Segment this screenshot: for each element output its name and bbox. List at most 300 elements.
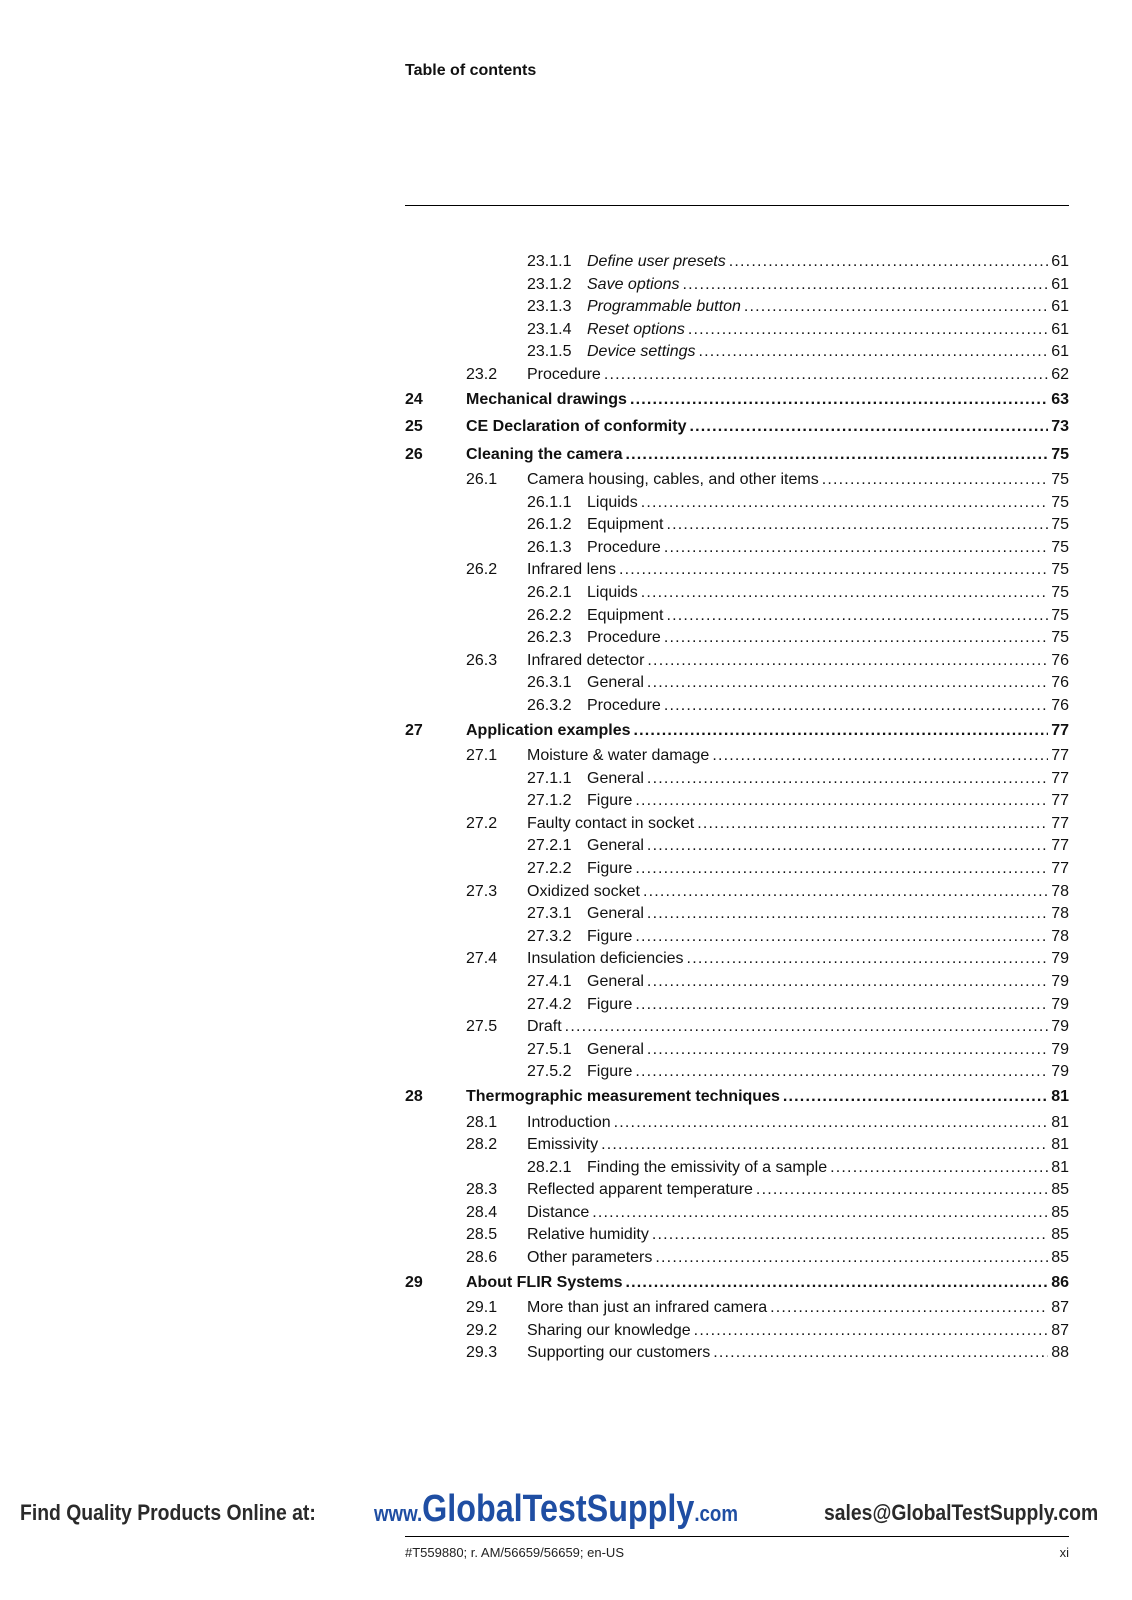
toc-entry-number: 27.4 (466, 950, 498, 968)
toc-entry-number: 26.3 (466, 651, 498, 669)
toc-entry-number: 27.1.1 (527, 769, 572, 787)
toc-entry-number: 24 (405, 390, 423, 408)
toc-entry-page: 88 (1051, 1344, 1069, 1362)
toc-entry-title: Figure (587, 927, 633, 945)
toc-dot-leader (601, 1134, 1048, 1157)
toc-entry-title: Figure (587, 792, 633, 810)
toc-entry-title: General (587, 1040, 644, 1058)
toc-entry-title: Figure (587, 860, 633, 878)
toc-entry-line (466, 1084, 1069, 1111)
toc-entry[interactable] (405, 514, 1069, 537)
toc-entry[interactable] (405, 1039, 1069, 1062)
toc-entry-page: 85 (1051, 1226, 1069, 1244)
toc-entry-page: 61 (1051, 275, 1069, 293)
header-divider (405, 205, 1069, 206)
toc-entry[interactable] (405, 948, 1069, 971)
toc-entry-page: 78 (1051, 927, 1069, 945)
toc-entry-line (527, 813, 1069, 836)
toc-entry-number: 27.3.2 (527, 927, 572, 945)
toc-entry-page: 76 (1051, 674, 1069, 692)
toc-entry-page: 81 (1051, 1158, 1069, 1176)
toc-entry-number: 26.1.1 (527, 493, 572, 511)
toc-entry-page: 76 (1051, 651, 1069, 669)
toc-entry[interactable] (405, 1320, 1069, 1343)
toc-entry[interactable] (405, 718, 1069, 746)
toc-entry-number: 23.1.2 (527, 275, 572, 293)
toc-entry-line (466, 387, 1069, 414)
toc-entry-title: Define user presets (587, 253, 726, 270)
toc-entry[interactable] (405, 274, 1069, 297)
toc-entry-line (587, 537, 1069, 560)
toc-entry[interactable] (405, 926, 1069, 949)
toc-entry-number: 26 (405, 445, 423, 463)
toc-entry[interactable] (405, 414, 1069, 442)
toc-entry-line (587, 582, 1069, 605)
toc-dot-leader (688, 319, 1048, 342)
toc-entry[interactable] (405, 364, 1069, 387)
toc-dot-leader (641, 492, 1049, 515)
toc-dot-leader (744, 296, 1048, 319)
toc-dot-leader (647, 650, 1048, 673)
toc-entry-number: 28.2 (466, 1136, 498, 1154)
toc-dot-leader (619, 559, 1048, 582)
toc-dot-leader (697, 813, 1048, 836)
toc-entry-title: Procedure (587, 538, 661, 556)
toc-dot-leader (830, 1157, 1048, 1180)
toc-entry-number: 27 (405, 721, 423, 739)
toc-entry-number: 27.2.2 (527, 860, 572, 878)
toc-entry[interactable] (405, 1112, 1069, 1135)
toc-entry-title: Equipment (587, 516, 664, 534)
toc-dot-leader (713, 1342, 1048, 1365)
toc-entry-title: General (587, 905, 644, 923)
toc-entry-page: 77 (1051, 721, 1069, 739)
toc-entry[interactable] (405, 469, 1069, 492)
toc-dot-leader (667, 514, 1049, 537)
toc-entry-title: Infrared detector (527, 651, 645, 669)
toc-dot-leader (729, 251, 1048, 274)
toc-entry-line (587, 1157, 1069, 1180)
toc-entry-number: 26.2.1 (527, 584, 572, 602)
toc-entry[interactable] (405, 1202, 1069, 1225)
toc-entry-line (466, 1270, 1069, 1297)
toc-entry-page: 77 (1051, 769, 1069, 787)
toc-entry-line (527, 469, 1069, 492)
toc-entry-number: 27.2 (466, 814, 498, 832)
toc-entry-line (587, 768, 1069, 791)
toc-dot-leader (643, 881, 1048, 904)
toc-entry-title: Programmable button (587, 298, 741, 316)
toc-entry-title: General (587, 837, 644, 855)
toc-entry-title: Procedure (587, 629, 661, 647)
toc-entry-page: 75 (1051, 538, 1069, 556)
toc-entry-title: Figure (587, 995, 633, 1013)
toc-entry-line (587, 341, 1069, 364)
toc-entry-line (466, 414, 1069, 441)
toc-entry[interactable] (405, 442, 1069, 470)
toc-entry-title: Draft (527, 1018, 562, 1036)
toc-entry-line (587, 971, 1069, 994)
toc-entry[interactable] (405, 858, 1069, 881)
toc-entry[interactable] (405, 537, 1069, 560)
toc-entry-number: 27.2.1 (527, 837, 572, 855)
toc-entry-title: Supporting our customers (527, 1344, 711, 1362)
toc-entry-line (587, 605, 1069, 628)
toc-entry-line (587, 296, 1069, 319)
toc-entry-page: 79 (1051, 950, 1069, 968)
toc-dot-leader (635, 1061, 1048, 1084)
toc-entry-page: 81 (1051, 1136, 1069, 1154)
toc-entry[interactable] (405, 1342, 1069, 1365)
toc-entry-page: 85 (1051, 1203, 1069, 1221)
toc-entry[interactable] (405, 1061, 1069, 1084)
toc-dot-leader (652, 1224, 1048, 1247)
toc-entry[interactable] (405, 1157, 1069, 1180)
promo-url-prefix: www. (374, 1501, 423, 1526)
toc-entry-title: Finding the emissivity of a sample (587, 1158, 828, 1176)
toc-entry[interactable] (405, 835, 1069, 858)
toc-entry[interactable] (405, 319, 1069, 342)
toc-entry-title: Mechanical drawings (466, 390, 627, 408)
toc-entry-page: 76 (1051, 697, 1069, 714)
toc-dot-leader (625, 1270, 1048, 1297)
toc-entry[interactable] (405, 903, 1069, 926)
toc-entry-number: 27.3 (466, 882, 498, 900)
toc-dot-leader (783, 1084, 1048, 1111)
toc-entry-title: Distance (527, 1203, 590, 1221)
document-reference: #T559880; r. AM/56659/56659; en-US (405, 1545, 624, 1560)
toc-entry[interactable] (405, 582, 1069, 605)
toc-entry-number: 27.1.2 (527, 792, 572, 810)
toc-entry-title: Introduction (527, 1113, 611, 1131)
toc-entry[interactable] (405, 1247, 1069, 1270)
toc-entry-page: 75 (1051, 606, 1069, 624)
toc-dot-leader (664, 537, 1048, 560)
toc-dot-leader (635, 926, 1048, 949)
toc-dot-leader (635, 994, 1048, 1017)
toc-dot-leader (604, 364, 1048, 387)
toc-entry-line (587, 627, 1069, 650)
toc-entry[interactable] (405, 1179, 1069, 1202)
toc-entry-page: 75 (1051, 561, 1069, 579)
toc-entry-number: 26.3.2 (527, 697, 572, 714)
toc-entry-line (527, 650, 1069, 673)
toc-dot-leader (664, 627, 1048, 650)
toc-entry-page: 77 (1051, 837, 1069, 855)
toc-entry-line (527, 1297, 1069, 1320)
toc-entry-page: 61 (1051, 320, 1069, 338)
toc-entry-title: Camera housing, cables, and other items (527, 471, 819, 489)
toc-entry-number: 23.1.5 (527, 343, 572, 361)
toc-entry[interactable] (405, 296, 1069, 319)
toc-entry[interactable] (405, 1016, 1069, 1039)
toc-entry[interactable] (405, 1297, 1069, 1320)
toc-entry-page: 78 (1051, 905, 1069, 923)
toc-entry-line (587, 1039, 1069, 1062)
toc-entry[interactable] (405, 492, 1069, 515)
toc-entry-line (587, 858, 1069, 881)
toc-entry-page: 77 (1051, 792, 1069, 810)
toc-entry-title: Save options (587, 275, 680, 293)
toc-entry-title: Reset options (587, 320, 685, 338)
toc-entry-number: 26.1 (466, 471, 498, 489)
toc-entry-page: 85 (1051, 1249, 1069, 1267)
toc-entry-line (587, 926, 1069, 949)
toc-entry[interactable] (405, 672, 1069, 695)
toc-entry-title: Figure (587, 1063, 633, 1081)
toc-entry-number: 27.3.1 (527, 905, 572, 923)
toc-dot-leader (664, 695, 1048, 718)
toc-dot-leader (647, 903, 1048, 926)
toc-entry-line (527, 364, 1069, 387)
toc-entry-title: Procedure (527, 365, 601, 383)
toc-entry-title: Faulty contact in socket (527, 814, 695, 832)
toc-entry-number: 28.6 (466, 1249, 498, 1267)
toc-entry[interactable] (405, 1270, 1069, 1298)
toc-entry[interactable] (405, 790, 1069, 813)
toc-entry[interactable] (405, 695, 1069, 718)
toc-entry-number: 26.2 (466, 561, 498, 579)
toc-entry-line (527, 881, 1069, 904)
toc-entry-title: About FLIR Systems (466, 1273, 623, 1291)
toc-entry-line (466, 718, 1069, 745)
promo-text: Find Quality Products Online at: (20, 1500, 316, 1525)
toc-entry-page: 81 (1051, 1088, 1069, 1105)
toc-entry-title: Sharing our knowledge (527, 1321, 691, 1339)
toc-entry-page: 75 (1051, 471, 1069, 489)
toc-entry[interactable] (405, 1084, 1069, 1112)
toc-entry-line (587, 274, 1069, 297)
toc-entry-page: 79 (1051, 973, 1069, 991)
toc-entry-title: Insulation deficiencies (527, 950, 684, 968)
toc-dot-leader (655, 1247, 1048, 1270)
toc-entry[interactable] (405, 341, 1069, 364)
page-number: xi (1059, 1545, 1069, 1560)
toc-dot-leader (694, 1320, 1049, 1343)
toc-entry-number: 23.1.3 (527, 298, 572, 316)
toc-entry-title: Equipment (587, 606, 664, 624)
toc-entry-line (587, 672, 1069, 695)
toc-entry-line (527, 1342, 1069, 1365)
toc-entry-number: 26.1.2 (527, 516, 572, 534)
toc-entry[interactable] (405, 813, 1069, 836)
toc-entry-title: Infrared lens (527, 561, 616, 579)
toc-dot-leader (756, 1179, 1048, 1202)
toc-entry-page: 86 (1051, 1273, 1069, 1291)
page-title: Table of contents (405, 62, 537, 79)
toc-entry-title: Procedure (587, 697, 661, 714)
toc-dot-leader (712, 745, 1048, 768)
toc-entry-page: 75 (1051, 445, 1069, 463)
toc-entry-line (587, 492, 1069, 515)
promo-url-link[interactable] (374, 1488, 738, 1531)
toc-entry[interactable] (405, 251, 1069, 274)
toc-entry-page: 79 (1051, 1040, 1069, 1058)
toc-entry-line (587, 514, 1069, 537)
toc-entry-number: 28 (405, 1088, 423, 1105)
toc-entry-number: 29.1 (466, 1299, 498, 1317)
toc-entry[interactable] (405, 650, 1069, 673)
toc-dot-leader (614, 1112, 1049, 1135)
toc-entry[interactable] (405, 1224, 1069, 1247)
toc-entry-line (527, 1016, 1069, 1039)
toc-entry-number: 26.2.3 (527, 629, 572, 647)
toc-entry-title: Device settings (587, 343, 696, 361)
toc-dot-leader (687, 948, 1049, 971)
toc-entry-title: CE Declaration of conformity (466, 418, 687, 436)
toc-entry-page: 78 (1051, 882, 1069, 900)
toc-entry-title: Emissivity (527, 1136, 599, 1154)
toc-entry-number: 26.1.3 (527, 538, 572, 556)
toc-entry-number: 27.5.2 (527, 1063, 572, 1081)
toc-entry-number: 28.5 (466, 1226, 498, 1244)
toc-entry-page: 79 (1051, 995, 1069, 1013)
toc-entry-line (527, 1134, 1069, 1157)
toc-entry-number: 23.1.4 (527, 320, 572, 338)
toc-entry[interactable] (405, 994, 1069, 1017)
toc-dot-leader (822, 469, 1048, 492)
toc-entry-number: 29 (405, 1273, 423, 1291)
toc-dot-leader (770, 1297, 1048, 1320)
toc-entry-page: 87 (1051, 1299, 1069, 1317)
toc-dot-leader (592, 1202, 1048, 1225)
promo-url-main: GlobalTestSupply (422, 1488, 695, 1530)
toc-entry-title: Other parameters (527, 1249, 653, 1267)
toc-entry-number: 27.5.1 (527, 1040, 572, 1058)
toc-entry[interactable] (405, 971, 1069, 994)
toc-entry-number: 29.2 (466, 1321, 498, 1339)
toc-entry-line (587, 319, 1069, 342)
toc-entry-page: 75 (1051, 516, 1069, 534)
toc-entry-title: General (587, 769, 644, 787)
toc-entry-page: 61 (1051, 343, 1069, 361)
toc-dot-leader (683, 274, 1049, 297)
toc-dot-leader (634, 718, 1049, 745)
toc-entry-line (527, 1224, 1069, 1247)
toc-entry-number: 23.1.1 (527, 253, 572, 270)
toc-entry-number: 27.4.1 (527, 973, 572, 991)
table-of-contents (405, 251, 1069, 1365)
promo-email-link[interactable]: sales@GlobalTestSupply.com (824, 1500, 1099, 1525)
toc-entry-title: Liquids (587, 493, 638, 511)
toc-entry-page: 75 (1051, 629, 1069, 647)
toc-entry-page: 63 (1051, 390, 1069, 408)
toc-entry-page: 75 (1051, 584, 1069, 602)
toc-entry-line (527, 948, 1069, 971)
toc-entry-line (527, 1247, 1069, 1270)
toc-entry-title: Moisture & water damage (527, 747, 710, 765)
toc-entry-line (466, 442, 1069, 469)
toc-entry-line (587, 903, 1069, 926)
toc-dot-leader (647, 768, 1048, 791)
toc-dot-leader (699, 341, 1049, 364)
toc-dot-leader (647, 1039, 1048, 1062)
toc-entry-number: 26.2.2 (527, 606, 572, 624)
toc-entry-title: General (587, 674, 644, 692)
toc-entry-page: 75 (1051, 493, 1069, 511)
promo-url-suffix: .com (694, 1501, 738, 1526)
toc-entry-page: 77 (1051, 747, 1069, 765)
toc-entry-line (527, 559, 1069, 582)
toc-entry-title: Cleaning the camera (466, 445, 623, 463)
toc-entry-number: 25 (405, 418, 423, 436)
toc-dot-leader (667, 605, 1049, 628)
toc-entry[interactable] (405, 768, 1069, 791)
toc-entry-number: 27.5 (466, 1018, 498, 1036)
toc-entry-line (587, 790, 1069, 813)
toc-entry-title: Relative humidity (527, 1226, 649, 1244)
toc-dot-leader (689, 414, 1048, 441)
toc-entry-title: More than just an infrared camera (527, 1299, 768, 1317)
toc-dot-leader (635, 790, 1048, 813)
toc-entry-page: 79 (1051, 1063, 1069, 1081)
toc-entry-line (527, 1202, 1069, 1225)
toc-entry-page: 87 (1051, 1321, 1069, 1339)
toc-entry[interactable] (405, 745, 1069, 768)
toc-entry-title: Oxidized socket (527, 882, 640, 900)
toc-entry-number: 26.3.1 (527, 674, 572, 692)
toc-dot-leader (647, 672, 1048, 695)
toc-entry-line (587, 695, 1069, 718)
toc-entry-page: 81 (1051, 1113, 1069, 1131)
toc-entry-number: 27.4.2 (527, 995, 572, 1013)
toc-entry-line (527, 1112, 1069, 1135)
toc-entry-title: Thermographic measurement techniques (466, 1088, 780, 1105)
toc-entry-number: 23.2 (466, 365, 498, 383)
toc-entry-line (587, 1061, 1069, 1084)
toc-entry-page: 61 (1051, 253, 1069, 270)
toc-dot-leader (641, 582, 1049, 605)
toc-entry-line (527, 1179, 1069, 1202)
toc-entry[interactable] (405, 1134, 1069, 1157)
toc-entry-title: Application examples (466, 721, 631, 739)
toc-dot-leader (647, 835, 1048, 858)
toc-dot-leader (635, 858, 1048, 881)
toc-entry-title: General (587, 973, 644, 991)
toc-entry-title: Liquids (587, 584, 638, 602)
toc-entry-page: 73 (1051, 418, 1069, 436)
toc-entry-number: 28.4 (466, 1203, 498, 1221)
toc-entry-page: 85 (1051, 1181, 1069, 1199)
toc-entry-line (527, 1320, 1069, 1343)
toc-dot-leader (630, 387, 1048, 414)
toc-entry[interactable] (405, 627, 1069, 650)
toc-entry-line (527, 745, 1069, 768)
toc-dot-leader (565, 1016, 1049, 1039)
promo-banner (0, 1488, 1132, 1528)
toc-entry-page: 77 (1051, 814, 1069, 832)
toc-entry-number: 29.3 (466, 1344, 498, 1362)
toc-entry-page: 77 (1051, 860, 1069, 878)
toc-entry-number: 28.1 (466, 1113, 498, 1131)
toc-entry-line (587, 994, 1069, 1017)
toc-entry-title: Reflected apparent temperature (527, 1181, 753, 1199)
toc-entry[interactable] (405, 387, 1069, 415)
toc-entry[interactable] (405, 559, 1069, 582)
toc-entry-page: 61 (1051, 298, 1069, 316)
footer-divider (405, 1536, 1069, 1537)
toc-dot-leader (626, 442, 1049, 469)
toc-entry-line (587, 835, 1069, 858)
toc-entry-number: 28.3 (466, 1181, 498, 1199)
toc-dot-leader (647, 971, 1048, 994)
toc-entry[interactable] (405, 605, 1069, 628)
toc-entry-number: 28.2.1 (527, 1158, 572, 1176)
toc-entry[interactable] (405, 881, 1069, 904)
toc-entry-line (587, 251, 1069, 274)
toc-entry-number: 27.1 (466, 747, 498, 765)
toc-entry-page: 62 (1051, 365, 1069, 383)
